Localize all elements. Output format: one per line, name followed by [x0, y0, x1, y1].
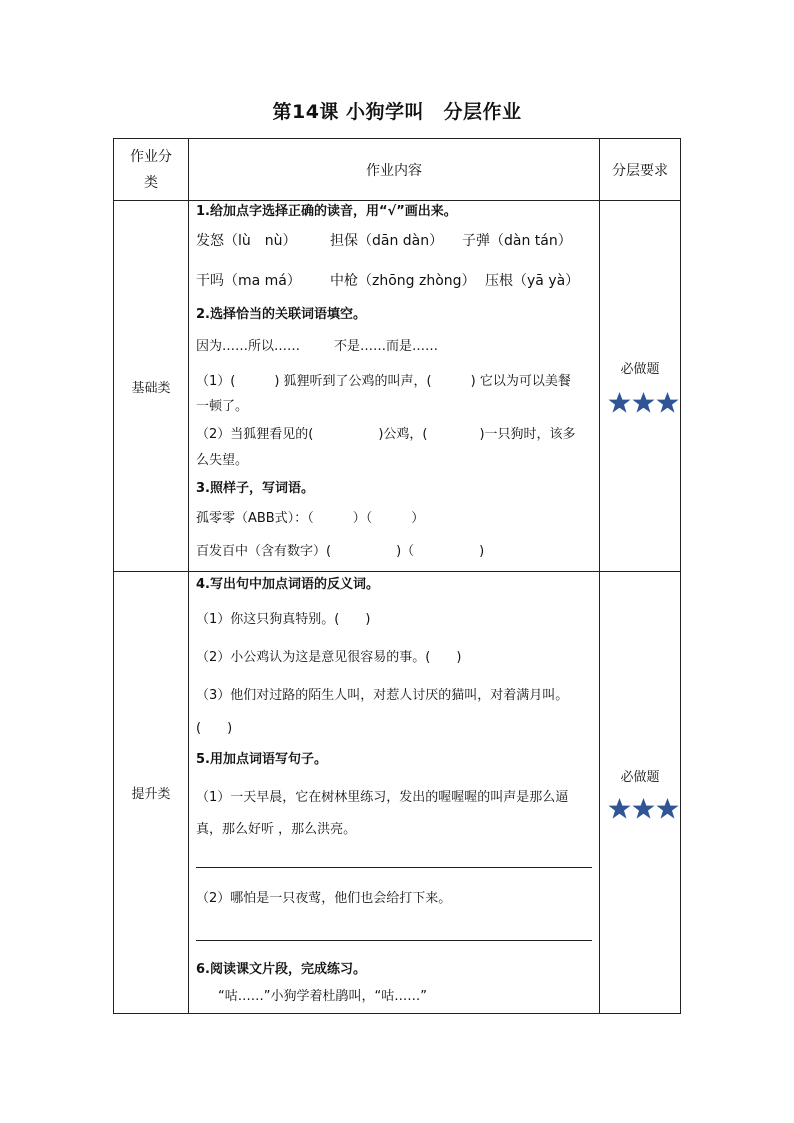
answer-line-2	[196, 940, 592, 941]
answer-line-1	[196, 867, 592, 868]
q1-item-zhongqiang: 中枪（zhōng zhòng）	[330, 273, 476, 289]
star-icon	[608, 391, 631, 414]
q2-sentence-2a: （2）当狐狸看见的( )公鸡，( )一只狗时，该多	[196, 427, 576, 442]
q2-option-1: 因为……所以……	[196, 339, 301, 354]
table-border-right	[680, 138, 681, 1014]
table-col-divider-1	[188, 138, 189, 1014]
requirement-advanced: 必做题	[620, 769, 660, 785]
page-title: 第14课 小狗学叫 分层作业	[272, 101, 522, 123]
q2-title: 2.选择恰当的关联词语填空。	[196, 307, 366, 322]
q5-title: 5.用加点词语写句子。	[196, 752, 327, 767]
q4-sentence-2: （2）小公鸡认为这是意见很容易的事。( )	[196, 650, 462, 665]
header-requirement: 分层要求	[612, 162, 668, 179]
q4-title: 4.写出句中加点词语的反义词。	[196, 577, 379, 592]
q1-title: 1.给加点字选择正确的读音，用“√”画出来。	[196, 204, 457, 219]
q4-sentence-3b: ( )	[196, 721, 233, 736]
header-content: 作业内容	[366, 162, 422, 179]
table-row-divider	[113, 571, 681, 572]
table-col-divider-2	[599, 138, 600, 1014]
star-icon	[632, 391, 655, 414]
q3-line-2: 百发百中（含有数字）( )（ )	[196, 544, 485, 559]
category-basic: 基础类	[131, 380, 171, 396]
q5-sentence-2: （2）哪怕是一只夜莺，他们也会给打下来。	[196, 891, 452, 906]
header-category	[114, 139, 188, 200]
star-icon	[656, 391, 679, 414]
q4-sentence-1: （1）你这只狗真特别。( )	[196, 612, 371, 627]
q6-passage: “咕……”小狗学着杜鹃叫，“咕……”	[218, 989, 427, 1004]
table-border-bottom	[113, 1013, 681, 1014]
rating-stars-advanced	[608, 797, 679, 820]
requirement-basic: 必做题	[620, 361, 660, 377]
q2-option-2: 不是……而是……	[334, 339, 439, 354]
star-icon	[608, 797, 631, 820]
star-icon	[656, 797, 679, 820]
q1-item-zidan: 子弹（dàn tán）	[462, 233, 572, 249]
header-category-line1: 作业分	[130, 148, 172, 165]
q3-line-1: 孤零零（ABB式）：（ ）（ ）	[196, 511, 425, 526]
q2-sentence-1b: 一顿了。	[196, 399, 249, 414]
q3-title: 3.照样子，写词语。	[196, 481, 314, 496]
q5-sentence-1a: （1）一天早晨，它在树林里练习，发出的喔喔喔的叫声是那么逼	[196, 790, 569, 805]
star-icon	[632, 797, 655, 820]
category-advanced: 提升类	[131, 787, 171, 802]
rating-stars-basic	[608, 391, 679, 414]
q2-sentence-1a: （1）( ) 狐狸听到了公鸡的叫声，( ) 它以为可以美餐	[196, 374, 571, 389]
q1-item-danbao: 担保（dān dàn）	[330, 233, 444, 249]
q1-item-yagen: 压根（yā yà）	[485, 273, 580, 289]
q4-sentence-3a: （3）他们对过路的陌生人叫，对惹人讨厌的猫叫，对着满月叫。	[196, 688, 569, 703]
table-header-divider	[113, 200, 681, 201]
q1-item-ganma: 干吗（ma má）	[196, 273, 301, 289]
header-category-line2: 类	[144, 174, 158, 191]
q6-title: 6.阅读课文片段，完成练习。	[196, 962, 366, 977]
q5-sentence-1b: 真，那么好听 ，那么洪亮。	[196, 822, 357, 837]
q2-sentence-2b: 么失望。	[196, 453, 249, 468]
q1-item-fanu: 发怒（lù nù）	[196, 233, 297, 249]
